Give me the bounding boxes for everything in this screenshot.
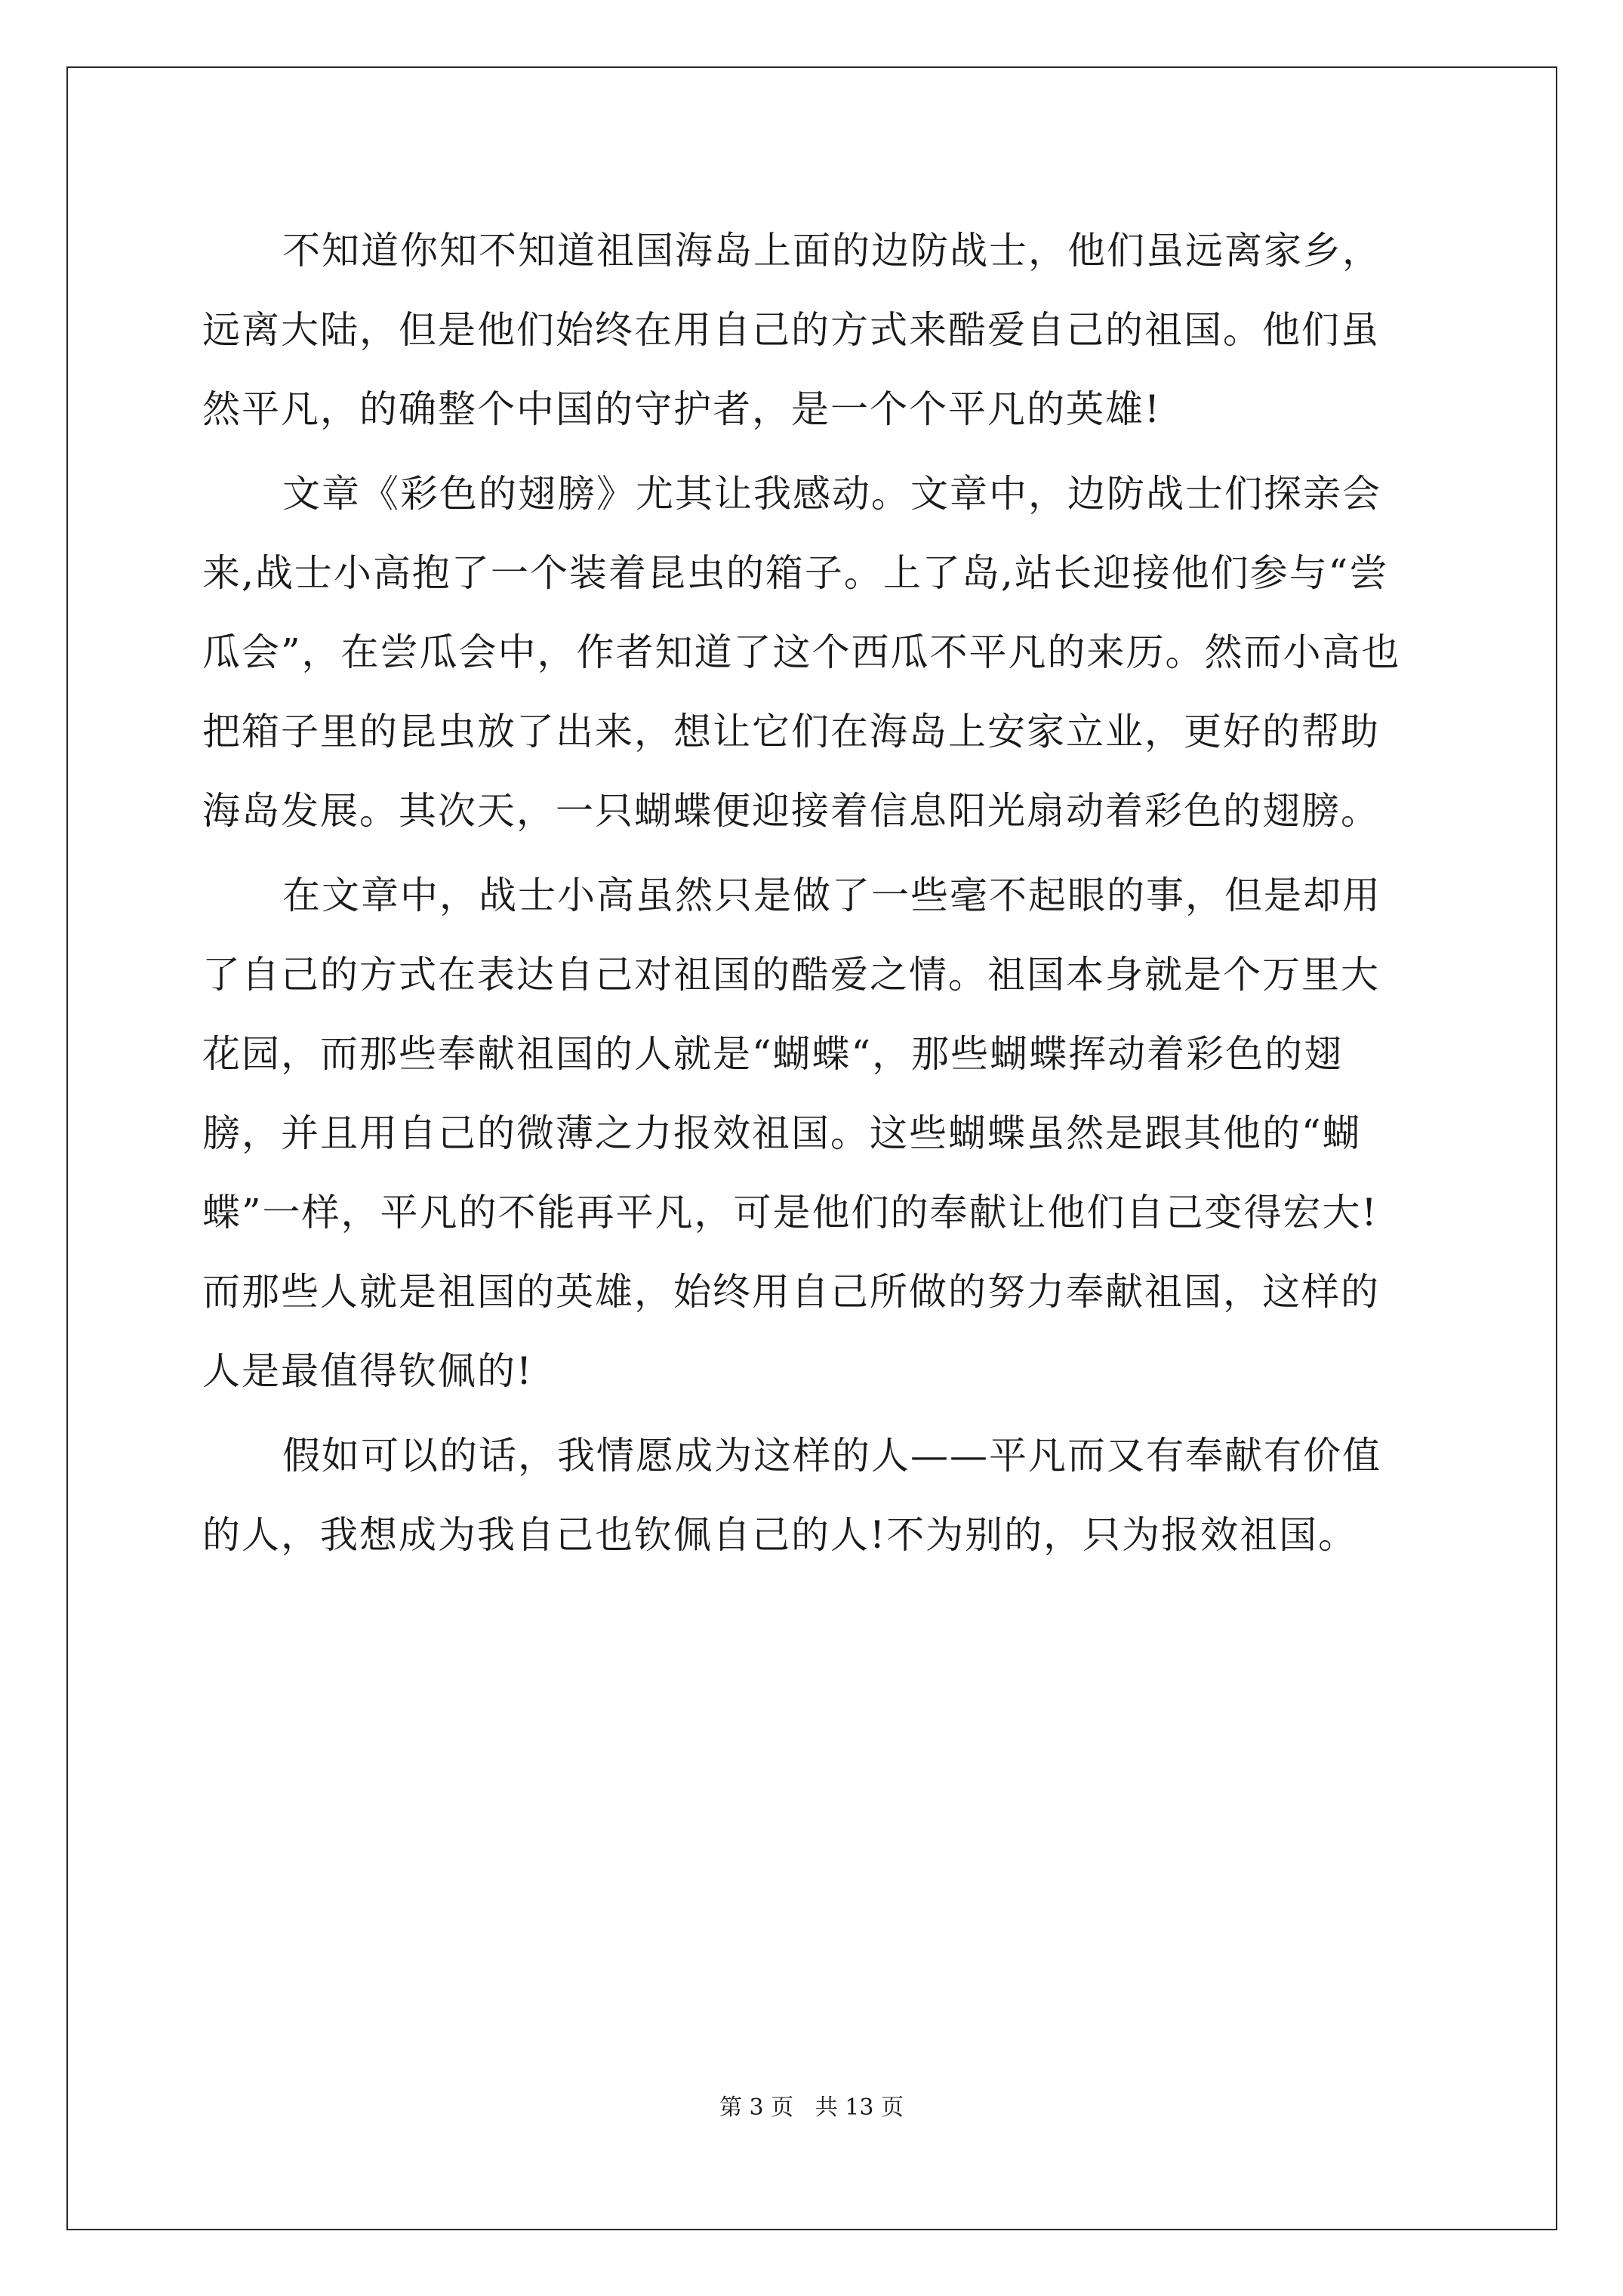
paragraph-3-line-7: 人是最值得钦佩的! xyxy=(202,1349,534,1393)
paragraph-2-line-5: 海岛发展。其次天，一只蝴蝶便迎接着信息阳光扇动着彩色的翅膀。 xyxy=(202,789,1380,833)
paragraph-1-line-1: 不知道你知不知道祖国海岛上面的边防战士，他们虽远离家乡， xyxy=(282,229,1381,273)
paragraph-4-line-2: 的人，我想成为我自己也钦佩自己的人!不为别的，只为报效祖国。 xyxy=(202,1513,1358,1557)
paragraph-3-line-3: 花园，而那些奉献祖国的人就是“蝴蝶“，那些蝴蝶挥动着彩色的翅 xyxy=(202,1032,1344,1076)
paragraph-1-line-3: 然平凡，的确整个中国的守护者，是一个个平凡的英雄! xyxy=(202,387,1162,431)
page-number: 第 3 页 xyxy=(719,2094,794,2121)
paragraph-3-line-5: 蝶”一样，平凡的不能再平凡，可是他们的奉献让他们自己变得宏大! xyxy=(202,1191,1378,1234)
paragraph-3-line-1: 在文章中，战士小高虽然只是做了一些毫不起眼的事，但是却用 xyxy=(282,874,1381,917)
page-footer xyxy=(0,2093,1623,2123)
paragraph-2-line-4: 把箱子里的昆虫放了出来，想让它们在海岛上安家立业，更好的帮助 xyxy=(202,710,1380,754)
page-total: 共 13 页 xyxy=(815,2094,904,2121)
paragraph-2-line-2: 来,战士小高抱了一个装着昆虫的箱子。上了岛,站长迎接他们参与“尝 xyxy=(202,551,1389,595)
paragraph-3-line-4: 膀，并且用自己的微薄之力报效祖国。这些蝴蝶虽然是跟其他的“蝴 xyxy=(202,1111,1362,1155)
paragraph-3-line-2: 了自己的方式在表达自己对祖国的酷爱之情。祖国本身就是个万里大 xyxy=(202,953,1380,997)
paragraph-3-line-6: 而那些人就是祖国的英雄，始终用自己所做的努力奉献祖国，这样的 xyxy=(202,1270,1380,1314)
paragraph-1-line-2: 远离大陆，但是他们始终在用自己的方式来酷爱自己的祖国。他们虽 xyxy=(202,308,1380,352)
paragraph-4-line-1: 假如可以的话，我情愿成为这样的人——平凡而又有奉献有价值 xyxy=(282,1434,1381,1478)
paragraph-2-line-1: 文章《彩色的翅膀》尤其让我感动。文章中，边防战士们探亲会 xyxy=(282,472,1381,516)
paragraph-2-line-3: 瓜会”，在尝瓜会中，作者知道了这个西瓜不平凡的来历。然而小高也 xyxy=(202,630,1401,674)
